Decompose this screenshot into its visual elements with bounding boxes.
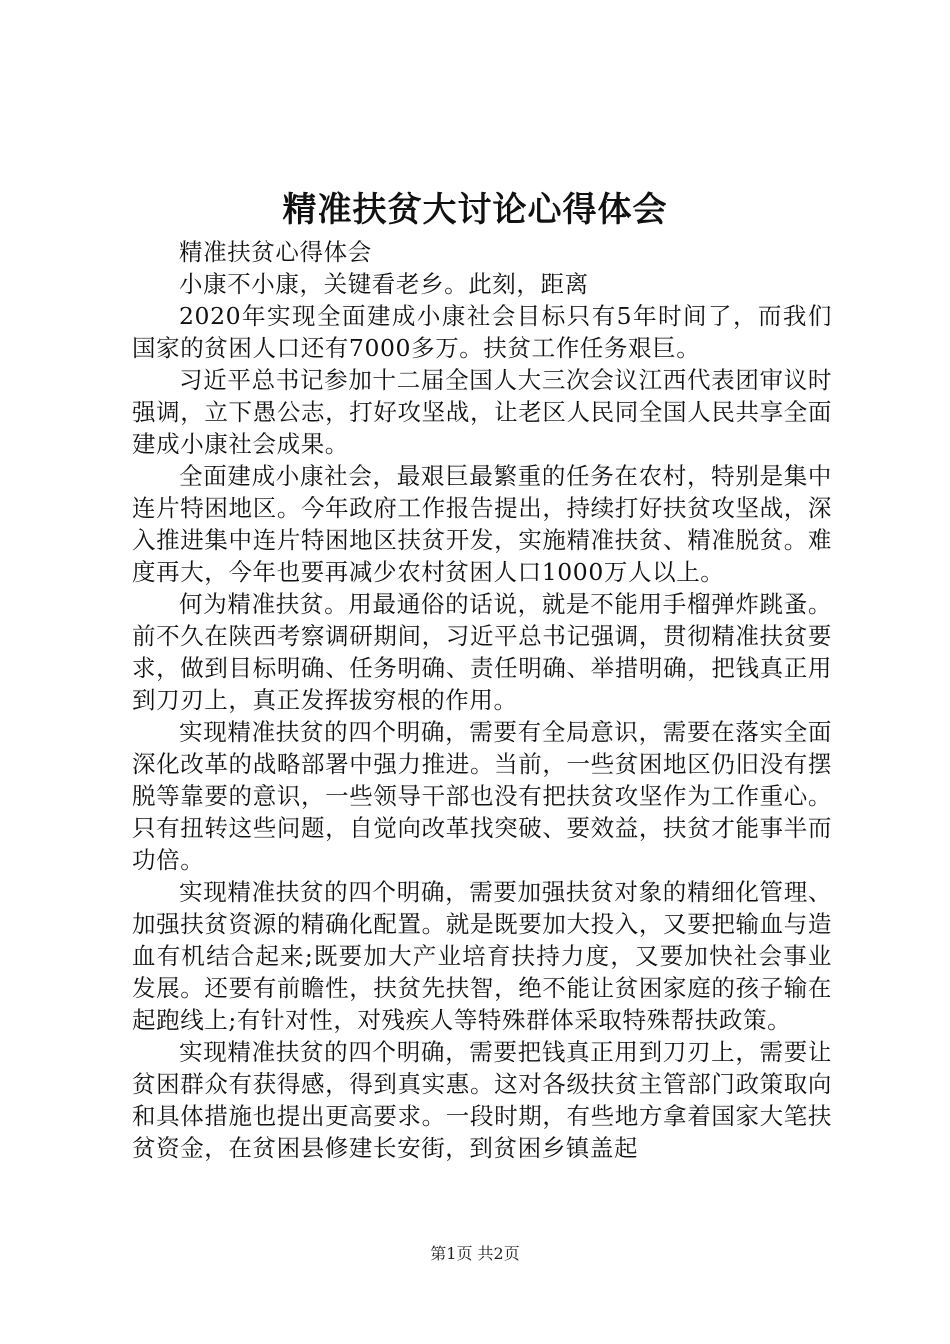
paragraph: 小康不小康，关键看老乡。此刻，距离 (179, 270, 589, 298)
page-number: 第1页 共2页 (430, 1244, 520, 1263)
paragraph: 全面建成小康社会，最艰巨最繁重的任务在农村，特别是集中连片特困地区。今年政府工作报告提出，持续打好扶贫攻坚战，深入推进集中连片特困地区扶贫开发，实施精准扶贫、精准脱贫。难度再大，今年也要再减少农村贫困人口1000万人以上。 (132, 462, 832, 586)
page-footer (0, 1244, 950, 1264)
paragraph: 习近平总书记参加十二届全国人大三次会议江西代表团审议时强调，立下愚公志，打好攻坚战，让老区人民同全国人民共享全面建成小康社会成果。 (132, 366, 832, 458)
page-title: 精准扶贫大讨论心得体会 (282, 190, 668, 230)
paragraph: 何为精准扶贫。用最通俗的话说，就是不能用手榴弹炸跳蚤。前不久在陕西考察调研期间，习近平总书记强调，贯彻精准扶贫要求，做到目标明确、任务明确、责任明确、举措明确，把钱真正用到刀刃上，真正发挥拔穷根的作用。 (132, 590, 832, 714)
paragraph: 实现精准扶贫的四个明确，需要把钱真正用到刀刃上，需要让贫困群众有获得感，得到真实惠。这对各级扶贫主管部门政策取向和具体措施也提出更高要求。一段时期，有些地方拿着国家大笔扶贫资金，在贫困县修建长安街，到贫困乡镇盖起 (132, 1038, 832, 1162)
paragraph: 精准扶贫心得体会 (179, 238, 372, 266)
document-body (132, 236, 832, 1164)
paragraph: 实现精准扶贫的四个明确，需要有全局意识，需要在落实全面深化改革的战略部署中强力推进。当前，一些贫困地区仍旧没有摆脱等靠要的意识，一些领导干部也没有把扶贫攻坚作为工作重心。只有扭转这些问题，自觉向改革找突破、要效益，扶贫才能事半而功倍。 (132, 718, 832, 874)
paragraph: 2020年实现全面建成小康社会目标只有5年时间了，而我们国家的贫困人口还有7000多万。扶贫工作任务艰巨。 (132, 302, 832, 362)
paragraph: 实现精准扶贫的四个明确，需要加强扶贫对象的精细化管理、加强扶贫资源的精确化配置。就是既要加大投入，又要把输血与造血有机结合起来;既要加大产业培育扶持力度，又要加快社会事业发展。还要有前瞻性，扶贫先扶智，绝不能让贫困家庭的孩子输在起跑线上;有针对性，对残疾人等特殊群体采取特殊帮扶政策。 (132, 878, 832, 1034)
